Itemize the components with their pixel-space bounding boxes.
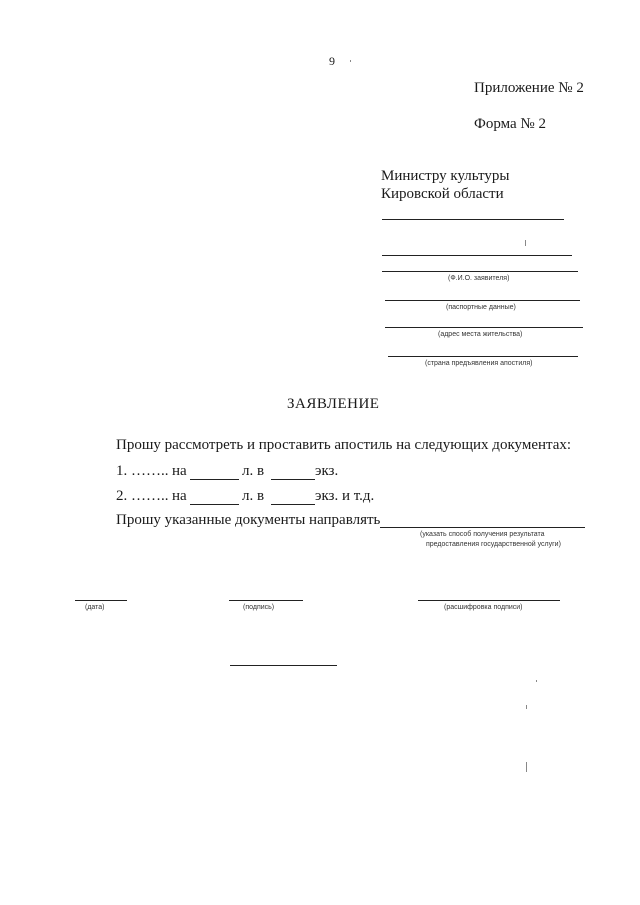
address-caption: (адрес места жительства) bbox=[438, 331, 523, 338]
send-caption-1: (указать способ получения результата bbox=[420, 531, 545, 538]
item-2-on: на bbox=[172, 488, 187, 504]
country-line bbox=[388, 356, 578, 357]
item-2-number: 2. …….. bbox=[116, 488, 169, 504]
item-2-sheets-blank bbox=[190, 504, 239, 505]
scan-speck bbox=[526, 705, 527, 709]
addressee-line-2: Кировской области bbox=[381, 186, 504, 202]
country-caption: (страна предъявления апостиля) bbox=[425, 360, 533, 367]
signature-caption: (подпись) bbox=[243, 604, 275, 611]
address-line bbox=[385, 327, 583, 328]
item-1-number: 1. …….. bbox=[116, 463, 169, 479]
page-number: 9 bbox=[329, 54, 335, 68]
applicant-name-line bbox=[382, 271, 578, 272]
item-1-on: на bbox=[172, 463, 187, 479]
send-caption-2: предоставления государственной услуги) bbox=[426, 541, 561, 548]
appendix-label: Приложение № 2 bbox=[474, 80, 584, 96]
item-1-sheets-label: л. в bbox=[242, 463, 265, 479]
item-1-copies-blank bbox=[271, 479, 315, 480]
item-2-sheets-label: л. в bbox=[242, 488, 265, 504]
send-method-line bbox=[380, 527, 585, 528]
date-line bbox=[75, 600, 127, 601]
scan-speck bbox=[526, 762, 527, 772]
addressee-line-1: Министру культуры bbox=[381, 168, 510, 184]
item-1-copies-label: экз. bbox=[315, 463, 339, 479]
decryption-caption: (расшифровка подписи) bbox=[444, 604, 523, 611]
item-1-sheets-blank bbox=[190, 479, 239, 480]
addressee-fill-line-1 bbox=[382, 219, 564, 220]
scan-speck bbox=[525, 240, 526, 246]
item-2-copies-blank bbox=[271, 504, 315, 505]
passport-caption: (паспортные данные) bbox=[446, 304, 516, 311]
passport-line bbox=[385, 300, 580, 301]
scan-speck bbox=[536, 680, 537, 682]
signature-line bbox=[229, 600, 303, 601]
applicant-name-caption: (Ф.И.О. заявителя) bbox=[448, 275, 510, 282]
date-caption: (дата) bbox=[85, 604, 105, 611]
item-2-copies-label: экз. и т.д. bbox=[315, 488, 375, 504]
decryption-line bbox=[418, 600, 560, 601]
addressee-fill-line-2 bbox=[382, 255, 572, 256]
send-text: Прошу указанные документы направлять bbox=[116, 512, 381, 528]
separator-line bbox=[230, 665, 337, 666]
scan-speck bbox=[350, 60, 351, 62]
form-label: Форма № 2 bbox=[474, 116, 546, 132]
document-title: ЗАЯВЛЕНИЕ bbox=[287, 396, 380, 412]
request-text: Прошу рассмотреть и проставить апостиль на следующих документах: bbox=[116, 437, 572, 453]
